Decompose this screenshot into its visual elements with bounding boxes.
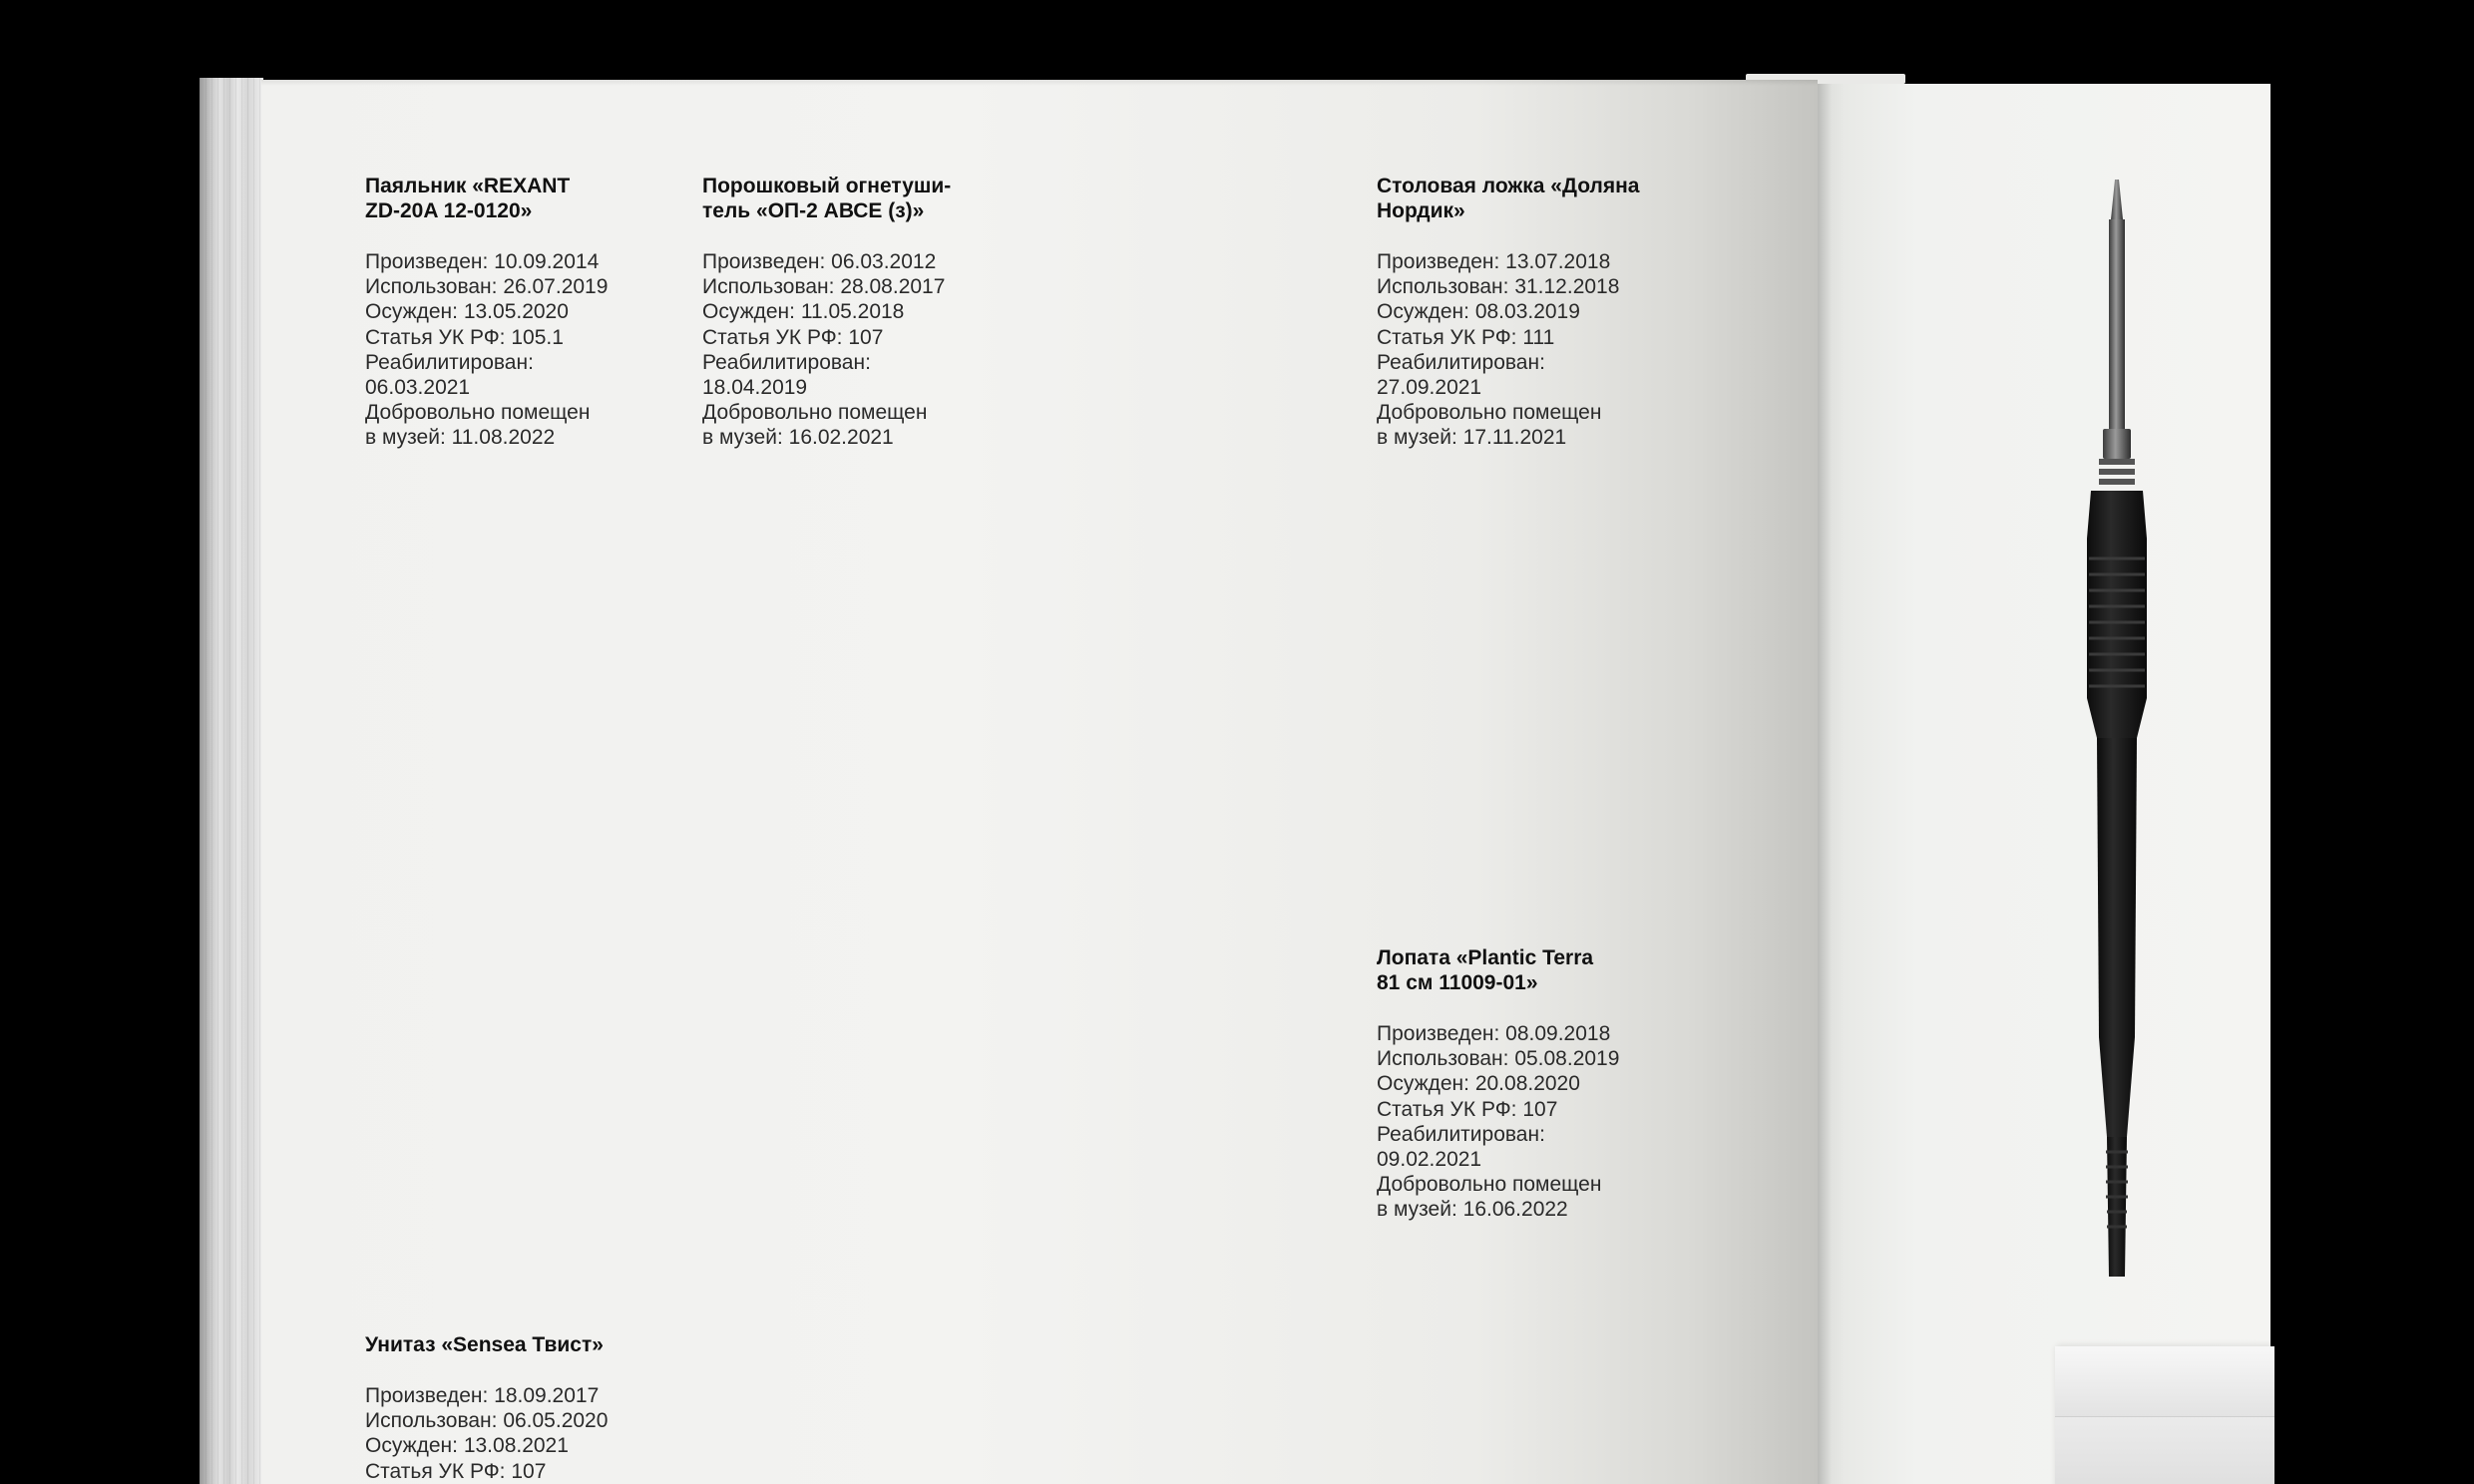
entry-soldering-iron	[365, 174, 608, 451]
entry-title: Унитаз «Sensea Твист»	[365, 1333, 604, 1356]
entry-line: Использован: 05.08.2019	[1377, 1047, 1620, 1071]
entry-line: в музей: 11.08.2022	[365, 426, 556, 450]
entry-line: Добровольно помещен	[365, 401, 591, 425]
entry-line: Статья УК РФ: 105.1	[365, 325, 564, 349]
entry-line: Произведен: 06.03.2012	[702, 250, 937, 273]
entry-line: Произведен: 18.09.2017	[365, 1384, 600, 1407]
entry-details	[365, 249, 608, 451]
entry-line: Произведен: 13.07.2018	[1377, 250, 1611, 273]
entry-extinguisher	[702, 174, 951, 451]
entry-spoon	[1377, 174, 1639, 451]
entry-line: Статья УК РФ: 107	[702, 325, 884, 349]
entry-line: Осужден: 08.03.2019	[1377, 300, 1580, 324]
entry-line: Использован: 28.08.2017	[702, 275, 946, 299]
entry-line: Реабилитирован:	[365, 350, 534, 374]
entry-line: Реабилитирован:	[1377, 350, 1545, 374]
entry-title: Паяльник «REXANT ZD-20A 12-0120»	[365, 175, 571, 222]
entry-shovel	[1377, 945, 1619, 1223]
entry-line: Использован: 06.05.2020	[365, 1409, 609, 1433]
entry-title: Столовая ложка «Доляна Нордик»	[1377, 175, 1640, 222]
soldering-iron-image	[2057, 180, 2177, 1287]
entry-line: 06.03.2021	[365, 376, 471, 400]
entry-line: Добровольно помещен	[1377, 401, 1602, 425]
entry-line: Реабилитирован:	[702, 350, 871, 374]
entry-line: Произведен: 08.09.2018	[1377, 1022, 1611, 1045]
entry-line: Использован: 26.07.2019	[365, 275, 609, 299]
entry-details	[1377, 1021, 1619, 1223]
entry-details	[1377, 249, 1639, 451]
page-edges	[200, 78, 263, 1484]
entry-title: Порошковый огнетуши- тель «ОП-2 АВСЕ (з)»	[702, 175, 952, 222]
entry-line: Использован: 31.12.2018	[1377, 275, 1620, 299]
entry-line: Статья УК РФ: 107	[365, 1459, 547, 1483]
entry-line: Осужден: 13.05.2020	[365, 300, 569, 324]
entry-details	[365, 1383, 608, 1484]
entry-line: 18.04.2019	[702, 376, 808, 400]
entry-line: Добровольно помещен	[1377, 1173, 1602, 1197]
entry-line: в музей: 16.02.2021	[702, 426, 894, 450]
entry-toilet	[365, 1332, 608, 1484]
entry-line: Статья УК РФ: 111	[1377, 325, 1555, 349]
entry-line: 09.02.2021	[1377, 1148, 1482, 1172]
entry-line: 27.09.2021	[1377, 376, 1482, 400]
entry-details	[702, 249, 951, 451]
entry-line: Осужден: 11.05.2018	[702, 300, 905, 324]
entry-line: в музей: 17.11.2021	[1377, 426, 1567, 450]
box-image	[2055, 1346, 2274, 1484]
entry-line: Осужден: 20.08.2020	[1377, 1072, 1580, 1096]
right-page	[1818, 84, 2270, 1484]
entry-line: Статья УК РФ: 107	[1377, 1097, 1558, 1121]
entry-line: Добровольно помещен	[702, 401, 928, 425]
entry-line: Осужден: 13.08.2021	[365, 1434, 569, 1458]
entry-line: Реабилитирован:	[1377, 1122, 1545, 1146]
entry-line: в музей: 16.06.2022	[1377, 1198, 1568, 1222]
entry-title: Лопата «Plantic Terra 81 см 11009-01»	[1377, 946, 1594, 994]
entry-line: Произведен: 10.09.2014	[365, 250, 600, 273]
